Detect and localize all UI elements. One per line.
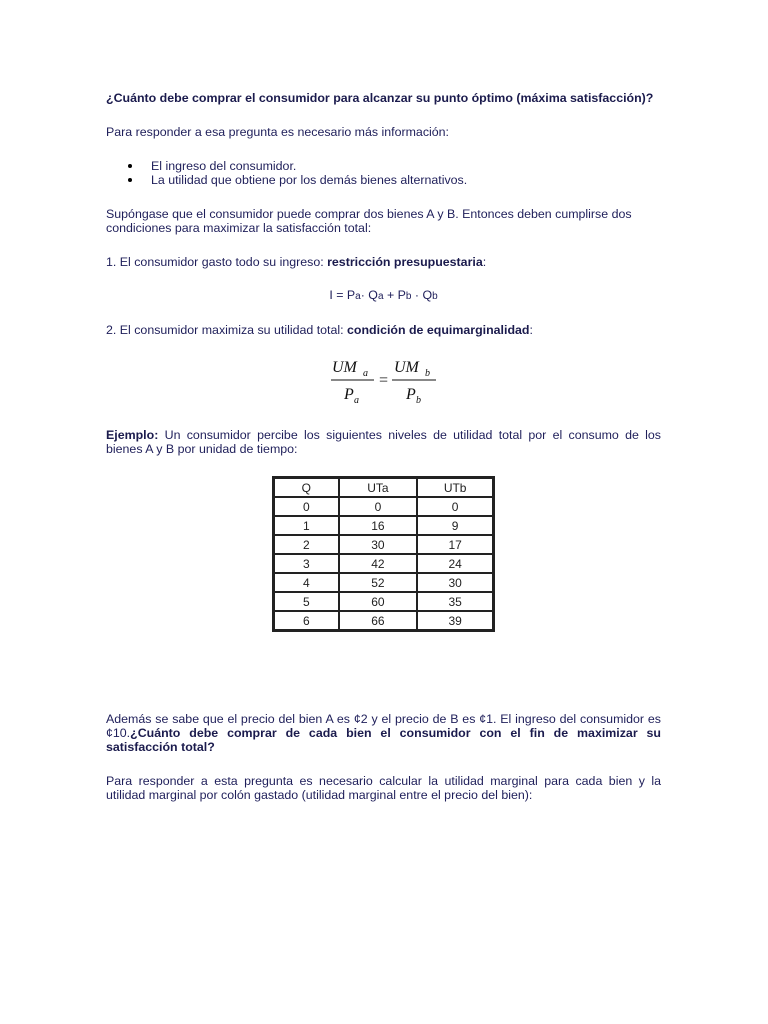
table-header-cell: UTb — [417, 478, 493, 497]
table-cell: 52 — [339, 573, 418, 592]
example-label: Ejemplo: — [106, 428, 159, 442]
table-cell: 60 — [339, 592, 418, 611]
table-cell: 35 — [417, 592, 493, 611]
table-row — [274, 516, 493, 535]
svg-text:P: P — [344, 386, 354, 403]
prices-paragraph: Además se sabe que el precio del bien A es ¢2 y el precio de B es ¢1. El ingreso del consumidor es ¢10.¿Cuánto debe comprar de cada bien el consumidor con el fin de maximizar su satisfacción total? — [106, 712, 661, 754]
table-row — [274, 592, 493, 611]
table-cell: 16 — [339, 516, 418, 535]
table-cell: 24 — [417, 554, 493, 573]
table-cell: 30 — [417, 573, 493, 592]
table-cell: 0 — [274, 497, 339, 516]
svg-text:P: P — [406, 386, 416, 403]
budget-equation: I = Pa· Qa + Pb · Qb — [329, 288, 438, 302]
table-cell: 3 — [274, 554, 339, 573]
table-header-cell: Q — [274, 478, 339, 497]
table-row — [274, 497, 493, 516]
budget-constraint-term: restricción presupuestaria — [327, 255, 483, 269]
list-item: El ingreso del consumidor. — [106, 159, 661, 173]
list-item: La utilidad que obtiene por los demás bienes alternativos. — [106, 173, 661, 187]
svg-text:a: a — [363, 368, 368, 379]
svg-text:UM: UM — [332, 359, 357, 376]
table-row — [274, 573, 493, 592]
table-row — [274, 554, 493, 573]
suppose-paragraph: Supóngase que el consumidor puede comprar dos bienes A y B. Entonces deben cumplirse dos condiciones para maximizar la satisfacción total: — [106, 207, 632, 235]
table-cell: 0 — [339, 497, 418, 516]
svg-text:a: a — [354, 395, 359, 406]
svg-text:UM: UM — [394, 359, 419, 376]
equimarginal-formula — [330, 355, 440, 410]
document-question-title: ¿Cuánto debe comprar el consumidor para alcanzar su punto óptimo (máxima satisfacción)? — [106, 91, 654, 105]
requirements-list — [106, 159, 661, 187]
example-paragraph: Ejemplo: Un consumidor percibe los siguientes niveles de utilidad total por el consumo de los bienes A y B por unidad de tiempo: — [106, 428, 661, 456]
bullet-icon — [128, 178, 132, 182]
svg-text:b: b — [425, 368, 430, 379]
table-cell: 1 — [274, 516, 339, 535]
answer-paragraph: Para responder a esta pregunta es necesario calcular la utilidad marginal para cada bien y la utilidad marginal por colón gastado (utilidad marginal entre el precio del bien): — [106, 774, 661, 802]
table-cell: 4 — [274, 573, 339, 592]
table-cell: 0 — [417, 497, 493, 516]
table-header-cell: UTa — [339, 478, 418, 497]
table-cell: 30 — [339, 535, 418, 554]
table-cell: 9 — [417, 516, 493, 535]
svg-text:b: b — [416, 395, 421, 406]
condition-2: 2. El consumidor maximiza su utilidad total: condición de equimarginalidad: — [106, 323, 533, 337]
table-cell: 6 — [274, 611, 339, 630]
table-cell: 5 — [274, 592, 339, 611]
table-cell: 2 — [274, 535, 339, 554]
utility-table — [272, 476, 495, 632]
table-row — [274, 535, 493, 554]
table-cell: 39 — [417, 611, 493, 630]
document-page — [106, 91, 661, 337]
equimarginality-term: condición de equimarginalidad — [347, 323, 530, 337]
intro-paragraph: Para responder a esa pregunta es necesario más información: — [106, 125, 449, 139]
main-question: ¿Cuánto debe comprar de cada bien el consumidor con el fin de maximizar su — [130, 726, 661, 740]
condition-1: 1. El consumidor gasto todo su ingreso: restricción presupuestaria: — [106, 255, 487, 269]
table-cell: 17 — [417, 535, 493, 554]
bullet-icon — [128, 164, 132, 168]
svg-text:=: = — [378, 372, 389, 389]
table-row — [274, 611, 493, 630]
table-cell: 66 — [339, 611, 418, 630]
table-header-row — [274, 478, 493, 497]
table-cell: 42 — [339, 554, 418, 573]
